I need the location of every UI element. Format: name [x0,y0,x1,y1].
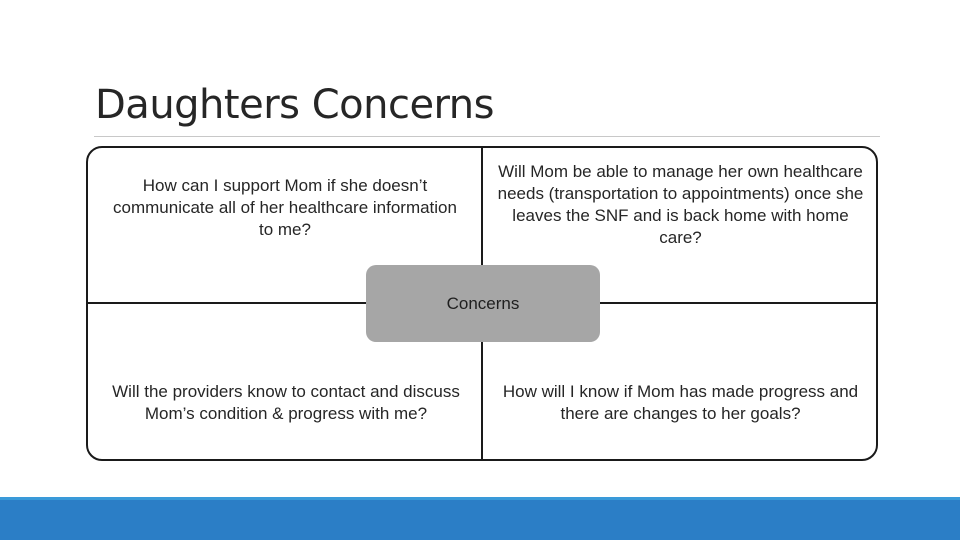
quadrant-bottom-left-text: Will the providers know to contact and discuss Mom’s condition & progress with me? [112,381,460,423]
quadrant-bottom-right-text: How will I know if Mom has made progress and there are changes to her goals? [502,381,859,423]
quadrant-top-right-text: Will Mom be able to manage her own healthcare needs (transportation to appointments) once she leaves the SNF and is back home with home care? [497,162,864,247]
quadrant-top-left [100,160,470,255]
quadrant-top-left-text: How can I support Mom if she doesn’t communicate all of her healthcare information to me? [113,175,457,239]
footer-bar [0,497,960,540]
title-divider [94,136,880,137]
quadrant-bottom-right [488,350,873,455]
quadrant-bottom-left [96,350,476,455]
center-concerns-label: Concerns [446,293,520,313]
quadrant-top-right [488,150,873,260]
slide-title: Daughters Concerns [95,82,494,128]
center-concerns-box [366,265,600,342]
footer-bar-accent [0,497,960,500]
